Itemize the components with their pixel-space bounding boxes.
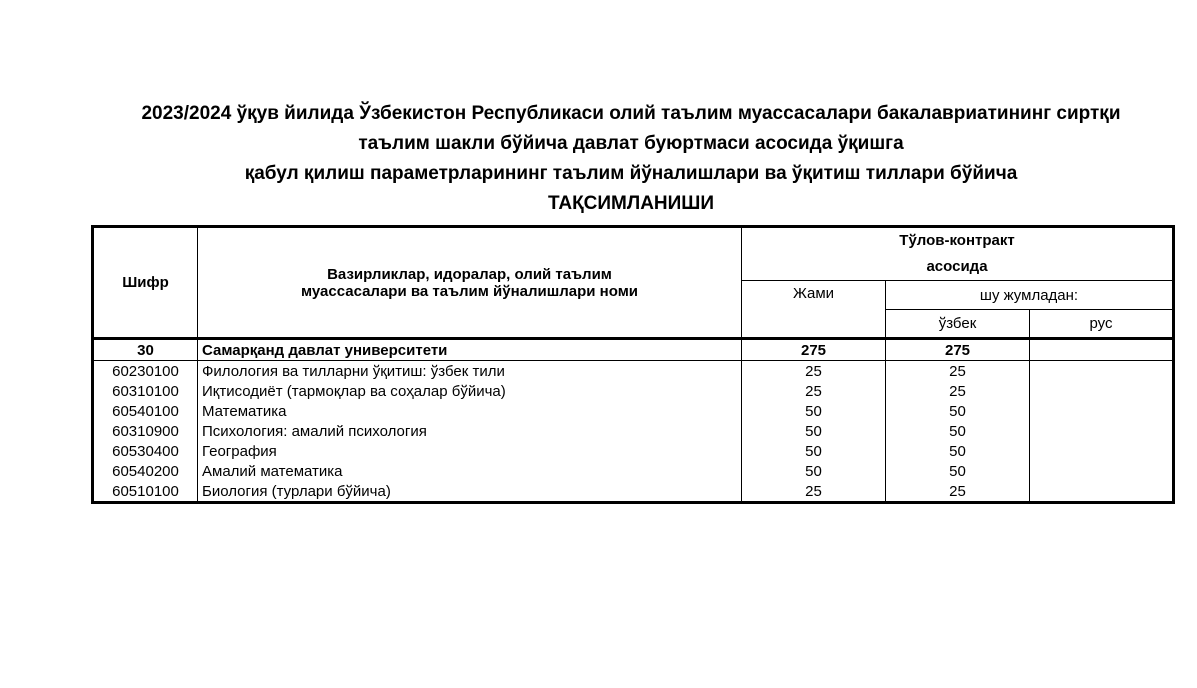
table-row xyxy=(93,461,1174,481)
university-name: Самарқанд давлат университети xyxy=(198,339,742,361)
row-uzbek: 25 xyxy=(886,381,1030,401)
row-total: 25 xyxy=(742,361,886,382)
admission-table xyxy=(91,225,1175,504)
table-row xyxy=(93,361,1174,382)
row-code: 60230100 xyxy=(93,361,198,382)
header-code: Шифр xyxy=(93,227,198,339)
table-row xyxy=(93,441,1174,461)
table-row xyxy=(93,481,1174,503)
university-code: 30 xyxy=(93,339,198,361)
row-uzbek: 25 xyxy=(886,361,1030,382)
row-code: 60540200 xyxy=(93,461,198,481)
row-russian xyxy=(1030,481,1174,503)
row-name: Математика xyxy=(198,401,742,421)
row-russian xyxy=(1030,401,1174,421)
row-total: 50 xyxy=(742,461,886,481)
row-name: Филология ва тилларни ўқитиш: ўзбек тили xyxy=(198,361,742,382)
row-uzbek: 50 xyxy=(886,421,1030,441)
header-name xyxy=(198,227,742,339)
row-code: 60310900 xyxy=(93,421,198,441)
row-total: 50 xyxy=(742,401,886,421)
header-including: шу жумладан: xyxy=(886,281,1174,310)
title-line-1: 2023/2024 ўқув йилида Ўзбекистон Республикаси олий таълим муассасалари бакалавриатининг сиртқи xyxy=(141,103,1121,124)
row-name: Психология: амалий психология xyxy=(198,421,742,441)
row-russian xyxy=(1030,421,1174,441)
row-total: 50 xyxy=(742,441,886,461)
document-title xyxy=(90,99,1172,219)
title-line-2: таълим шакли бўйича давлат буюртмаси асосида ўқишга xyxy=(358,133,904,154)
row-name: Биология (турлари бўйича) xyxy=(198,481,742,503)
row-name: География xyxy=(198,441,742,461)
university-row xyxy=(93,339,1174,361)
row-code: 60540100 xyxy=(93,401,198,421)
row-name: Амалий математика xyxy=(198,461,742,481)
row-code: 60530400 xyxy=(93,441,198,461)
table-row xyxy=(93,421,1174,441)
row-code: 60310100 xyxy=(93,381,198,401)
row-code: 60510100 xyxy=(93,481,198,503)
header-contract-line-1: Тўлов-контракт xyxy=(899,232,1015,249)
header-contract xyxy=(742,227,1174,281)
header-uzbek: ўзбек xyxy=(886,310,1030,339)
row-russian xyxy=(1030,381,1174,401)
header-name-line-1: Вазирликлар, идоралар, олий таълим xyxy=(327,265,612,283)
university-russian xyxy=(1030,339,1174,361)
header-total: Жами xyxy=(742,281,886,339)
row-uzbek: 50 xyxy=(886,461,1030,481)
row-russian xyxy=(1030,361,1174,382)
header-name-line-2: муассасалари ва таълим йўналишлари номи xyxy=(300,282,639,300)
header-russian: рус xyxy=(1030,310,1174,339)
row-uzbek: 25 xyxy=(886,481,1030,503)
row-name: Иқтисодиёт (тармоқлар ва соҳалар бўйича) xyxy=(198,381,742,401)
row-total: 25 xyxy=(742,381,886,401)
table-row xyxy=(93,401,1174,421)
table-row xyxy=(93,381,1174,401)
header-contract-line-2: асосида xyxy=(926,258,988,275)
row-total: 50 xyxy=(742,421,886,441)
title-line-3: қабул қилиш параметрларининг таълим йўналишлари ва ўқитиш тиллари бўйича xyxy=(244,163,1018,184)
row-russian xyxy=(1030,461,1174,481)
row-russian xyxy=(1030,441,1174,461)
university-uzbek: 275 xyxy=(886,339,1030,361)
title-line-4: ТАҚСИМЛАНИШИ xyxy=(547,193,715,214)
row-uzbek: 50 xyxy=(886,401,1030,421)
university-total: 275 xyxy=(742,339,886,361)
row-total: 25 xyxy=(742,481,886,503)
row-uzbek: 50 xyxy=(886,441,1030,461)
